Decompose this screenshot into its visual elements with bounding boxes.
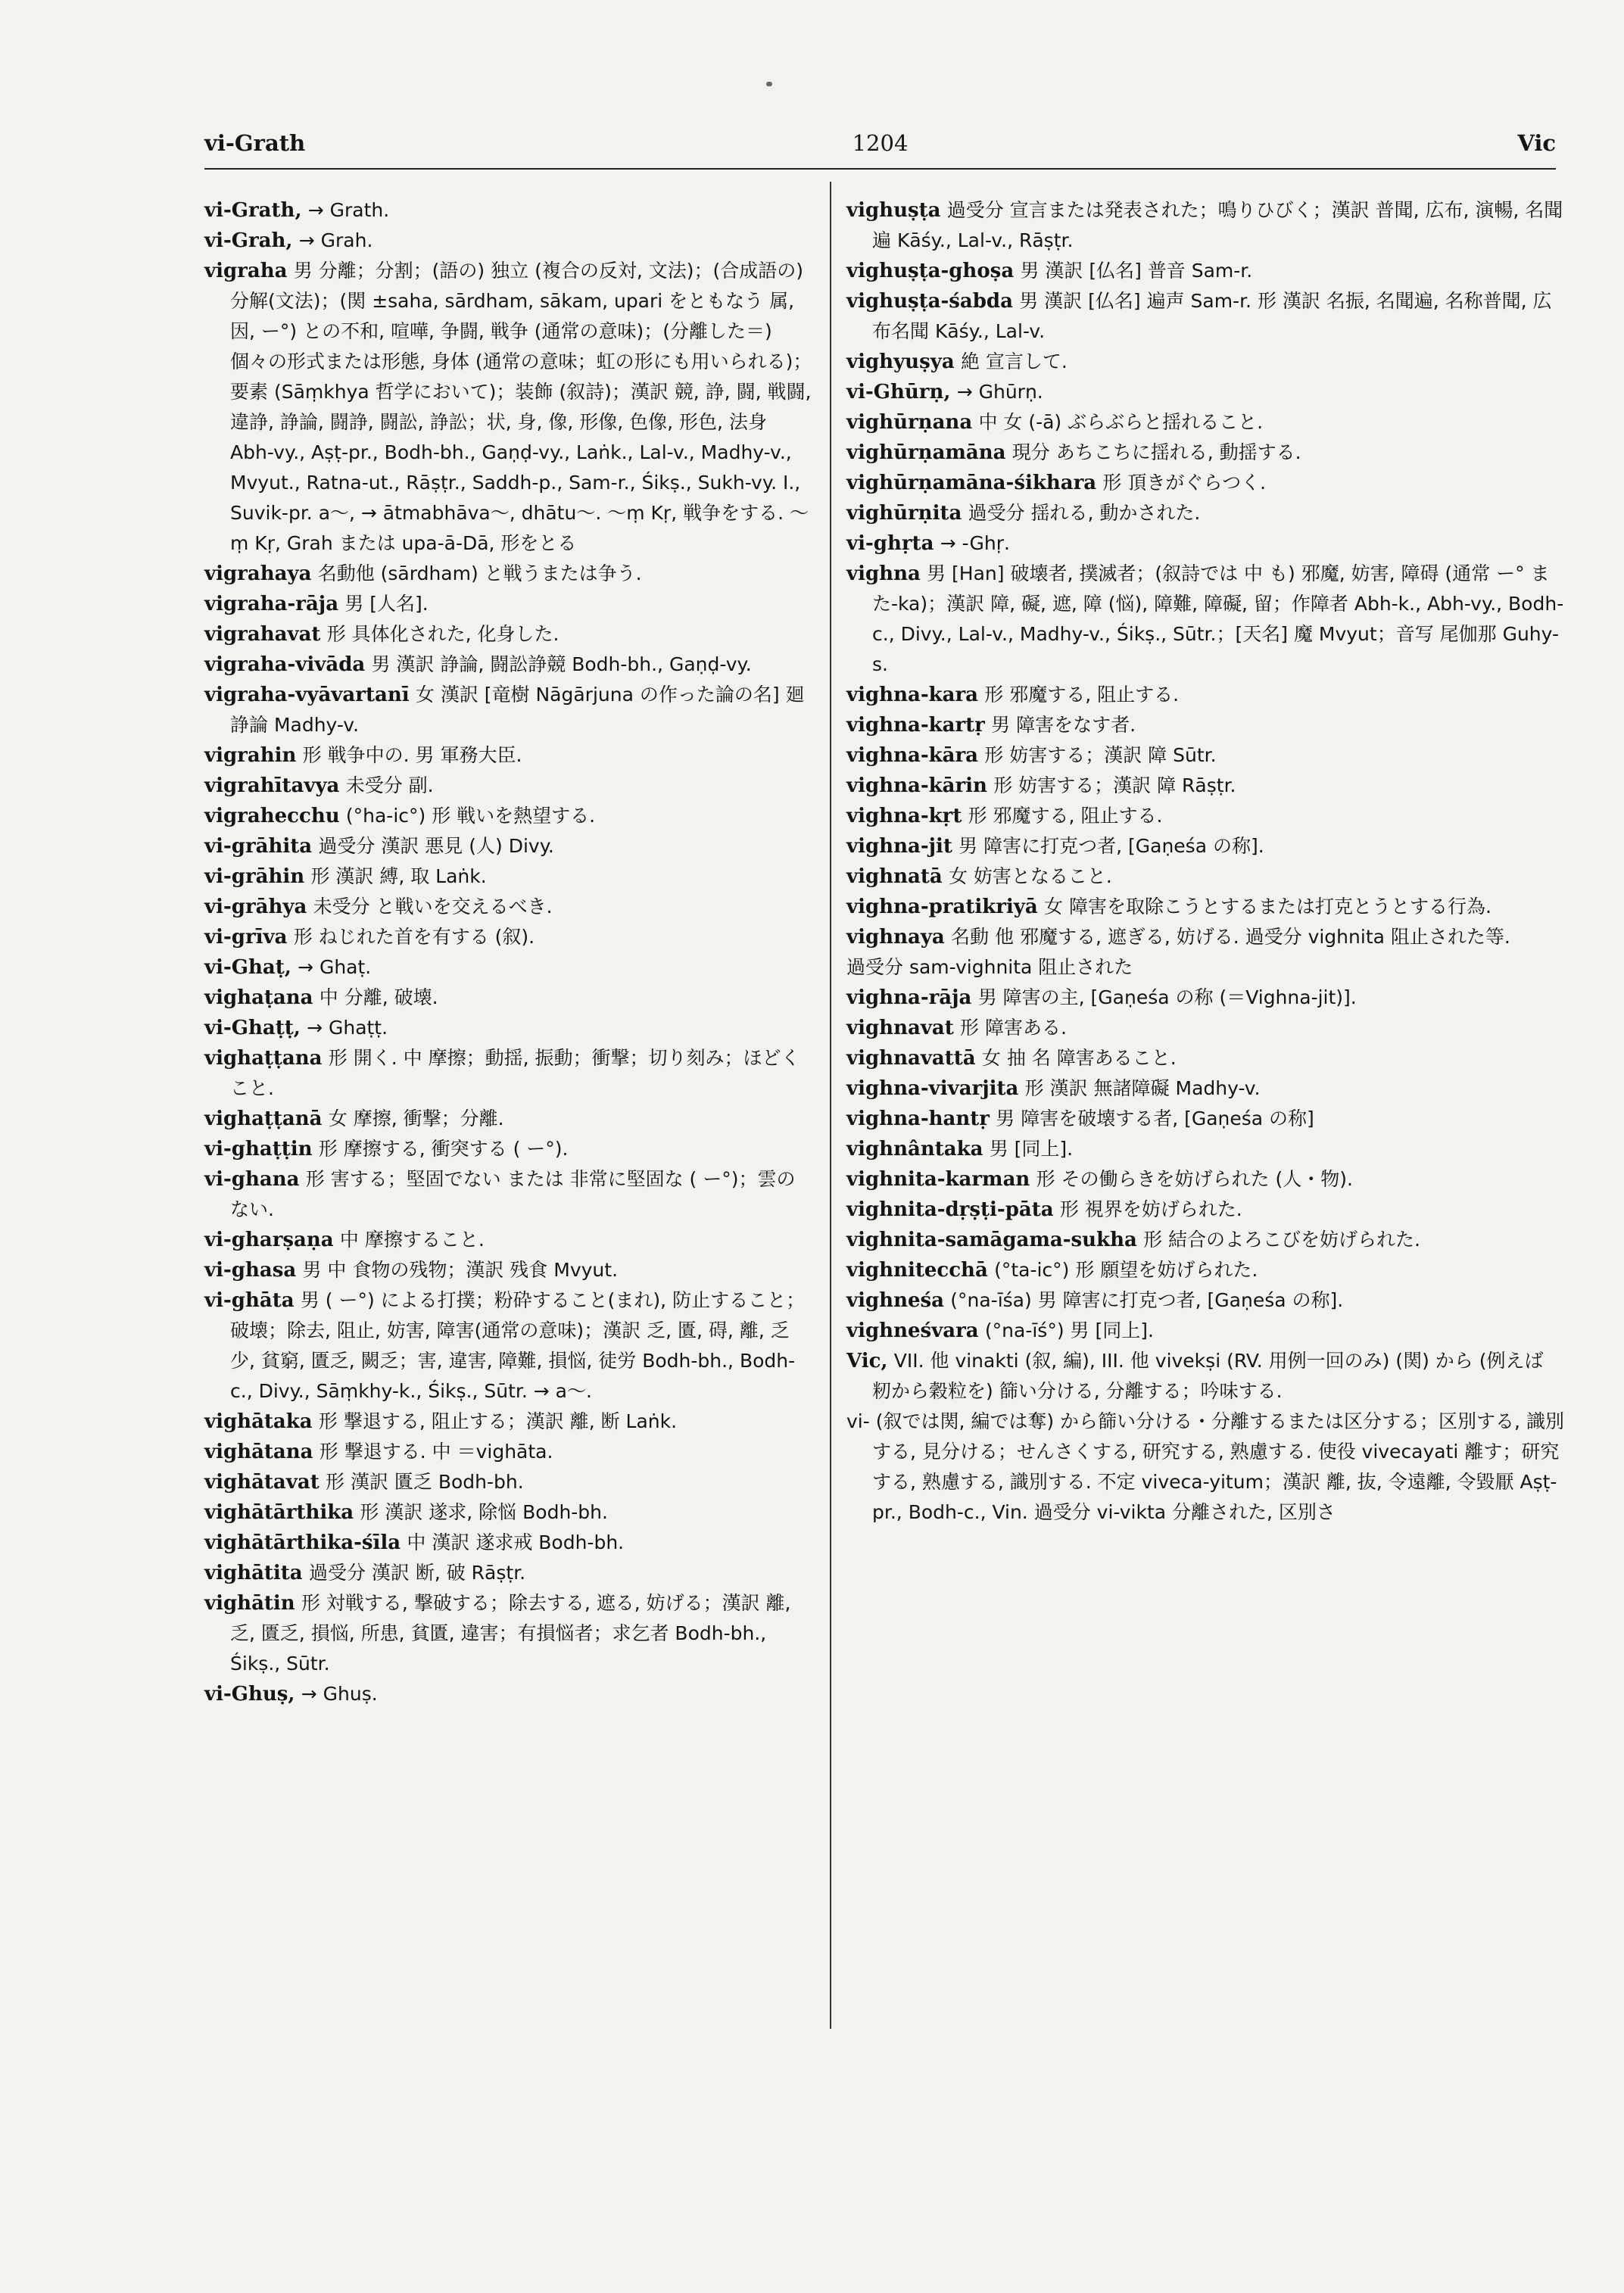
dictionary-entry [204, 1104, 814, 1134]
dictionary-entry [204, 1164, 814, 1225]
entry-definition: 形 対戦する, 撃破する；除去する, 遮る, 妨げる；漢訳 離, 乏, 匱乏, 損悩, 所患, 貧匱, 違害；有損悩者；求乞者 Bodh-bh., Śikṣ., Sūtr. [230, 1592, 791, 1675]
dictionary-entry [846, 1407, 1566, 1528]
dictionary-entry [204, 195, 814, 226]
dictionary-entry [204, 892, 814, 922]
dictionary-entry [846, 559, 1566, 680]
entry-definition: 形 結合のよろこびを妨げられた. [1143, 1229, 1420, 1251]
entry-headword: vighnita-samāgama-sukha [846, 1229, 1137, 1251]
dictionary-entry [846, 377, 1566, 407]
page-header [204, 130, 1556, 170]
entry-definition: 未受分 副. [345, 774, 434, 796]
entry-headword: vi-ghana [204, 1168, 300, 1191]
dictionary-entry [204, 226, 814, 256]
entry-definition: 女 妨害となること. [948, 865, 1112, 887]
entry-headword: vi-grāhin [204, 865, 305, 888]
entry-definition: 男 [人名]. [344, 593, 429, 615]
scan-speck [766, 82, 772, 86]
dictionary-entry [204, 1134, 814, 1164]
dictionary-entry [846, 498, 1566, 528]
dictionary-entry [204, 680, 814, 740]
entry-headword: vighātana [204, 1441, 313, 1463]
entry-headword: vi-ghāta [204, 1289, 295, 1312]
entry-headword: vighūrṇana [846, 411, 973, 434]
left-column [204, 195, 814, 1709]
dictionary-entry [204, 740, 814, 771]
entry-definition: 過受分 sam-vighnita 阻止された [846, 956, 1133, 978]
dictionary-entry [846, 952, 1566, 983]
dictionary-entry [846, 195, 1566, 256]
entry-definition: 形 撃退する. 中 ＝vighāta. [319, 1441, 553, 1463]
entry-headword: vighātārthika [204, 1501, 354, 1524]
entry-headword: vigrahavat [204, 623, 321, 646]
dictionary-entry [204, 619, 814, 650]
entry-headword: vighna-rāja [846, 986, 972, 1009]
entry-headword: vighuṣṭa-ghoṣa [846, 260, 1015, 282]
dictionary-entry [204, 831, 814, 861]
dictionary-entry [204, 1528, 814, 1558]
entry-headword: vi-grāhita [204, 835, 313, 858]
dictionary-entry [846, 1195, 1566, 1225]
entry-headword: vigrahītavya [204, 774, 340, 797]
dictionary-entry [846, 1043, 1566, 1073]
entry-definition: 男 漢訳 [仏名] 遍声 Sam-r. 形 漢訳 名振, 名聞遍, 名称普聞, 広布名聞 Kāśy., Lal-v. [872, 290, 1552, 342]
dictionary-entry [204, 1497, 814, 1528]
header-right-guideword: Vic [1517, 130, 1556, 156]
entry-definition: 未受分 と戦いを交えるべき. [313, 896, 553, 918]
dictionary-entry [846, 347, 1566, 377]
dictionary-entry [846, 286, 1566, 347]
entry-headword: vigrahaya [204, 562, 312, 585]
entry-definition: 女 抽 名 障害あること. [981, 1047, 1177, 1069]
entry-definition: 男 障害の主, [Gaṇeśa の称 (＝Vighna-jit)]. [977, 986, 1357, 1008]
entry-definition: 形 頂きがぐらつく. [1102, 472, 1267, 494]
entry-headword: vighna [846, 562, 921, 585]
entry-headword: vighneśvara [846, 1319, 979, 1342]
entry-headword: vighuṣṭa-śabda [846, 290, 1013, 313]
entry-headword: vighna-kṛt [846, 805, 962, 827]
entry-definition: 男 障害を破壊する者, [Gaṇeśa の称] [996, 1108, 1314, 1129]
entry-definition: 女 漢訳 [竜樹 Nāgārjuna の作った論の名] 廻諍論 Madhy-v. [230, 684, 805, 736]
entry-definition: 中 漢訳 遂求戒 Bodh-bh. [407, 1531, 625, 1553]
entry-headword: vighnaya [846, 926, 945, 949]
dictionary-entry [846, 468, 1566, 498]
dictionary-entry [846, 1134, 1566, 1164]
entry-headword: vighūrṇamāna [846, 441, 1006, 464]
entry-headword: vighna-kāra [846, 744, 979, 767]
entry-headword: vighna-jit [846, 835, 952, 858]
entry-headword: vi-ghasa [204, 1259, 297, 1282]
entry-definition: 絶 宣言して. [960, 350, 1068, 372]
entry-definition: 男 分離；分割；(語の) 独立 (複合の反対, 文法)；(合成語の)分解(文法)；(関 ±saha, sārdham, sākam, upari をともなう 属, 因, ー°) との不和, 喧嘩, 争闘, 戦争 (通常の意味)；(分離した＝) 個々の形式または形態, 身体 (通常の意味；虹の形にも用いられる)；要素 (Sāṃkhya 哲学において)；装飾 (叙詩)；漢訳 競, 諍, 闘, 戦闘, 違諍, 諍論, 闘諍, 闘訟, 諍訟；状, 身, 像, 形像, 色像, 形色, 法身 Abh-vy., Aṣṭ-pr., Bodh-bh., Gaṇḍ-vy., Laṅk., Lal-v., Madhy-v., Mvyut., Ratna-ut., Rāṣṭr., Saddh-p., Sam-r., Śikṣ., Sukh-vy. I., Suvik-pr. a～, → ātmabhāva～, dhātu～. ～ṃ Kṛ, 戦争をする. ～ṃ Kṛ, Grah または upa-ā-Dā, 形をとる [230, 260, 812, 554]
entry-definition: 過受分 揺れる, 動かされた. [968, 502, 1201, 524]
entry-headword: vighna-kara [846, 684, 979, 706]
entry-headword: vighyuṣya [846, 350, 955, 373]
dictionary-entry [846, 1285, 1566, 1316]
entry-definition: 男 中 食物の残物；漢訳 残食 Mvyut. [302, 1259, 619, 1281]
entry-definition: → Ghūrṇ. [956, 381, 1043, 403]
entry-headword: vighnita-karman [846, 1168, 1030, 1191]
dictionary-entry [204, 256, 814, 559]
entry-headword: vighnântaka [846, 1138, 983, 1161]
entry-headword: vi-Ghaṭṭ, [204, 1017, 301, 1039]
entry-headword: vighātita [204, 1562, 303, 1584]
entry-headword: vighnitecchā [846, 1259, 988, 1282]
dictionary-entry [204, 1407, 814, 1437]
entry-definition: → Ghaṭ. [298, 956, 372, 978]
dictionary-entry [846, 256, 1566, 286]
entry-definition: 男 障害をなす者. [991, 714, 1136, 736]
entry-definition: vi- (叙では関, 編では奪) から篩い分ける・分離するまたは区分する；区別する, 識別する, 見分ける；せんさくする, 研究する, 熟慮する. 使役 vivecayati 離す；研究する, 熟慮する, 識別する. 不定 viveca-yitum；漢訳 離, 抜, 令遠離, 令毀厭 Aṣṭ-pr., Bodh-c., Vin. 過受分 vi-vikta 分離された, 区別さ [846, 1410, 1564, 1523]
entry-definition: 形 害する；堅固でない または 非常に堅固な ( ー°)；雲のない. [230, 1168, 796, 1220]
dictionary-entry [846, 1104, 1566, 1134]
entry-definition: → Grath. [307, 199, 390, 221]
dictionary-entry [204, 559, 814, 589]
entry-definition: (°ta-ic°) 形 願望を妨げられた. [994, 1259, 1258, 1281]
column-divider [830, 182, 831, 2029]
entry-definition: 形 障害ある. [960, 1017, 1067, 1039]
entry-definition: VII. 他 vinakti (叙, 編), III. 他 vivekṣi (RV. 用例一回のみ) (関) から (例えば 籾から穀粒を) 篩い分ける, 分離する；吟味する. [872, 1350, 1544, 1402]
header-left-guideword: vi-Grath [204, 130, 306, 156]
entry-headword: vighaṭṭana [204, 1047, 323, 1070]
dictionary-entry [204, 952, 814, 983]
dictionary-entry [846, 438, 1566, 468]
entry-headword: Vic, [846, 1350, 888, 1372]
entry-definition: 現分 あちこちに揺れる, 動揺する. [1011, 441, 1301, 463]
dictionary-entry [204, 771, 814, 801]
dictionary-entry [846, 983, 1566, 1013]
dictionary-entry [846, 771, 1566, 801]
entry-headword: vi-ghṛta [846, 532, 934, 555]
entry-headword: vighūrṇamāna-śikhara [846, 472, 1097, 494]
dictionary-entry [846, 710, 1566, 740]
entry-definition: (°na-īś°) 男 [同上]. [984, 1319, 1154, 1341]
entry-definition: 男 障害に打克つ者, [Gaṇeśa の称]. [959, 835, 1264, 857]
dictionary-entry [204, 1013, 814, 1043]
dictionary-entry [204, 801, 814, 831]
dictionary-entry [204, 1467, 814, 1497]
entry-headword: vighaṭana [204, 986, 313, 1009]
entry-definition: 形 妨害する；漢訳 障 Sūtr. [984, 744, 1217, 766]
right-column [846, 195, 1566, 1528]
entry-headword: vi-Ghaṭ, [204, 956, 291, 979]
entry-headword: vi-Grath, [204, 199, 302, 222]
entry-definition: 男 漢訳 諍論, 闘訟諍競 Bodh-bh., Gaṇḍ-vy. [371, 653, 752, 675]
entry-headword: vigraha-rāja [204, 593, 339, 615]
page-number: 1204 [852, 130, 909, 156]
entry-definition: 形 漢訳 遂求, 除悩 Bodh-bh. [360, 1501, 608, 1523]
entry-headword: vi-grīva [204, 926, 288, 949]
dictionary-entry [204, 1558, 814, 1588]
dictionary-entry [204, 1437, 814, 1467]
entry-headword: vighātin [204, 1592, 295, 1615]
entry-definition: → Ghaṭṭ. [307, 1017, 388, 1039]
dictionary-entry [204, 922, 814, 952]
entry-definition: 過受分 漢訳 悪見 (人) Divy. [318, 835, 554, 857]
entry-definition: 女 摩擦, 衝撃；分離. [328, 1108, 504, 1129]
entry-headword: vi-Grah, [204, 229, 293, 252]
entry-headword: vigraha [204, 260, 288, 282]
entry-definition: 形 視界を妨げられた. [1059, 1198, 1242, 1220]
entry-headword: vigrahecchu [204, 805, 340, 827]
entry-definition: 形 邪魔する, 阻止する. [968, 805, 1163, 827]
dictionary-entry [846, 861, 1566, 892]
entry-definition: 形 ねじれた首を有する (叙). [293, 926, 535, 948]
entry-headword: vighātavat [204, 1471, 320, 1494]
entry-definition: → Grah. [298, 229, 373, 251]
entry-definition: → -Ghṛ. [940, 532, 1010, 554]
dictionary-entry [204, 1679, 814, 1709]
entry-definition: 形 漢訳 匱乏 Bodh-bh. [326, 1471, 524, 1493]
entry-definition: 過受分 宣言または発表された；鳴りひびく；漢訳 普聞, 広布, 演暢, 名聞遍 Kāśy., Lal-v., Rāṣṭr. [872, 199, 1563, 251]
dictionary-entry [846, 922, 1566, 952]
entry-headword: vighātaka [204, 1410, 313, 1433]
dictionary-entry [204, 1043, 814, 1104]
entry-definition: 形 開く. 中 摩擦；動揺, 振動；衝撃；切り刻み；ほどくこと. [230, 1047, 800, 1099]
entry-headword: vi-ghaṭṭin [204, 1138, 313, 1161]
entry-definition: → Ghuṣ. [301, 1683, 378, 1705]
entry-headword: vighna-vivarjita [846, 1077, 1019, 1100]
entry-definition: 形 邪魔する, 阻止する. [984, 684, 1180, 706]
entry-definition: 中 摩擦すること. [339, 1229, 485, 1251]
entry-headword: vigrahin [204, 744, 297, 767]
dictionary-entry [846, 1346, 1566, 1407]
dictionary-entry [846, 680, 1566, 710]
entry-headword: vighuṣṭa [846, 199, 941, 222]
entry-definition: 形 妨害する；漢訳 障 Rāṣṭr. [993, 774, 1236, 796]
entry-headword: vighna-pratikriyā [846, 896, 1038, 918]
dictionary-entry [846, 1073, 1566, 1104]
entry-headword: vighna-kartṛ [846, 714, 985, 737]
entry-definition: (°na-īśa) 男 障害に打克つ者, [Gaṇeśa の称]. [950, 1289, 1344, 1311]
entry-definition: 名動他 (sārdham) と戦うまたは争う. [317, 562, 642, 584]
dictionary-entry [846, 1164, 1566, 1195]
entry-definition: 男 [同上]. [989, 1138, 1074, 1160]
entry-definition: 名動 他 邪魔する, 遮ぎる, 妨げる. 過受分 vighnita 阻止された等. [951, 926, 1510, 948]
entry-definition: 形 その働らきを妨げられた (人・物). [1036, 1168, 1353, 1190]
dictionary-entry [846, 1013, 1566, 1043]
entry-definition: 形 戦争中の. 男 軍務大臣. [302, 744, 522, 766]
entry-headword: vi-grāhya [204, 896, 307, 918]
dictionary-entry [204, 650, 814, 680]
entry-definition: 形 摩擦する, 衝突する ( ー°). [318, 1138, 569, 1160]
dictionary-entry [204, 1255, 814, 1285]
dictionary-entry [846, 407, 1566, 438]
entry-headword: vigraha-vivāda [204, 653, 366, 676]
dictionary-entry [846, 831, 1566, 861]
entry-headword: vighna-hantṛ [846, 1108, 990, 1130]
dictionary-entry [846, 740, 1566, 771]
entry-definition: 男 ( ー°) による打撲；粉砕すること(まれ), 防止すること；破壊；除去, 阻止, 妨害, 障害(通常の意味)；漢訳 乏, 匱, 碍, 離, 乏少, 貧窮, 匱乏, 闕乏；害, 違害, 障難, 損悩, 徒労 Bodh-bh., Bodh-c., Divy., Sāṃkhy-k., Śikṣ., Sūtr. → a～. [230, 1289, 806, 1402]
entry-headword: vighnavat [846, 1017, 954, 1039]
entry-headword: vi-gharṣaṇa [204, 1229, 334, 1251]
entry-definition: 男 [Han] 破壊者, 撲滅者；(叙詩では 中 も) 邪魔, 妨害, 障碍 (通常 ー° また-ka)；漢訳 障, 礙, 遮, 障 (悩), 障難, 障礙, 留；作障者 Abh-k., Abh-vy., Bodh-c., Divy., Lal-v., Madhy-v., Śikṣ., Sūtr.；[天名] 魔 Mvyut；音写 尾伽那 Guhy-s. [872, 562, 1564, 675]
entry-definition: (°ha-ic°) 形 戦いを熱望する. [345, 805, 596, 827]
entry-headword: vighnita-dṛṣṭi-pāta [846, 1198, 1054, 1221]
entry-headword: vighneśa [846, 1289, 944, 1312]
dictionary-entry [846, 1316, 1566, 1346]
dictionary-entry [204, 1225, 814, 1255]
dictionary-entry [204, 1588, 814, 1679]
entry-definition: 男 漢訳 [仏名] 普音 Sam-r. [1020, 260, 1253, 282]
entry-headword: vi-Ghuṣ, [204, 1683, 295, 1706]
dictionary-entry [204, 861, 814, 892]
entry-definition: 形 具体化された, 化身した. [326, 623, 560, 645]
entry-headword: vighūrṇita [846, 502, 962, 525]
dictionary-entry [846, 1225, 1566, 1255]
dictionary-entry [846, 801, 1566, 831]
entry-headword: vigraha-vyāvartanī [204, 684, 410, 706]
dictionary-entry [846, 528, 1566, 559]
entry-headword: vighna-kārin [846, 774, 987, 797]
dictionary-entry [846, 892, 1566, 922]
dictionary-entry [846, 1255, 1566, 1285]
entry-headword: vighnatā [846, 865, 943, 888]
entry-definition: 中 女 (-ā) ぶらぶらと揺れること. [978, 411, 1264, 433]
entry-definition: 形 撃退する, 阻止する；漢訳 離, 断 Laṅk. [318, 1410, 678, 1432]
entry-definition: 中 分離, 破壊. [319, 986, 438, 1008]
entry-definition: 形 漢訳 無諸障礙 Madhy-v. [1024, 1077, 1261, 1099]
dictionary-entry [204, 983, 814, 1013]
entry-headword: vighnavattā [846, 1047, 976, 1070]
dictionary-entry [204, 1285, 814, 1407]
entry-headword: vighaṭṭanā [204, 1108, 323, 1130]
entry-definition: 過受分 漢訳 断, 破 Rāṣṭr. [308, 1562, 526, 1584]
entry-headword: vighātārthika-śīla [204, 1531, 401, 1554]
entry-definition: 形 漢訳 縛, 取 Laṅk. [310, 865, 487, 887]
dictionary-entry [204, 589, 814, 619]
entry-definition: 女 障害を取除こうとするまたは打克とうとする行為. [1044, 896, 1492, 918]
entry-headword: vi-Ghūrṇ, [846, 381, 951, 403]
